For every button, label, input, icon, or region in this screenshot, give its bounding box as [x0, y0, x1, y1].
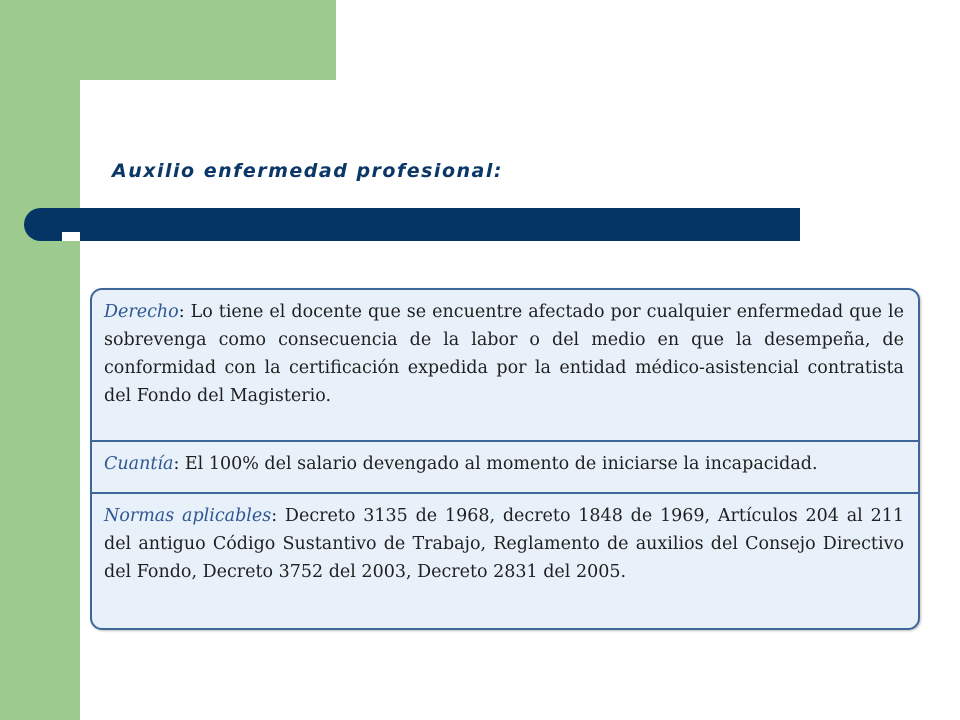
cuantia-label: Cuantía — [104, 454, 174, 474]
title-rule-bar — [24, 208, 800, 241]
info-box — [90, 288, 920, 630]
derecho-label: Derecho — [104, 302, 179, 322]
derecho-section — [92, 290, 918, 440]
slide-title: Auxilio enfermedad profesional: — [112, 160, 503, 182]
normas-text: : Decreto 3135 de 1968, decreto 1848 de 1969, Artículos 204 al 211 del antiguo Código Sustantivo de Trabajo, Reglamento de auxilios del Consejo Directivo del Fondo, Decreto 3752 del 2003, Decreto 2831 del 2005. — [104, 506, 904, 582]
title-rule-notch — [62, 232, 80, 241]
normas-section — [92, 494, 918, 630]
normas-label: Normas aplicables — [104, 506, 272, 526]
green-accent-left — [0, 0, 80, 720]
cuantia-text: : El 100% del salario devengado al momento de iniciarse la incapacidad. — [173, 454, 818, 474]
derecho-text: : Lo tiene el docente que se encuentre afectado por cualquier enfermedad que le sobrevenga como consecuencia de la labor o del medio en que la desempeña, de conformidad con la certificación expedida por la entidad médico-asistencial contratista del Fondo del Magisterio. — [104, 302, 904, 406]
cuantia-section — [92, 442, 918, 492]
